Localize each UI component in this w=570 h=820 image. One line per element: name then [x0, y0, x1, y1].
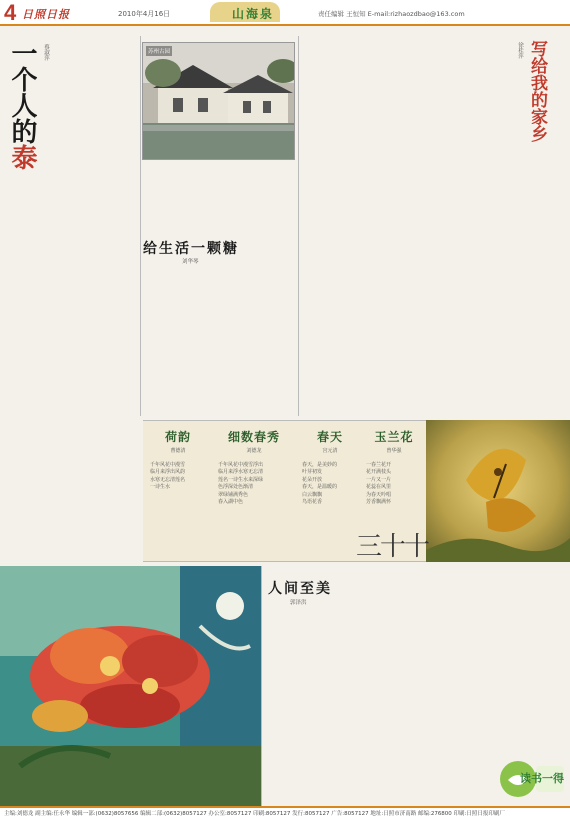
poem-line: 一春兰花开	[366, 462, 392, 468]
poem-line: 莲名一诗生水来深绿	[218, 476, 264, 483]
poem-4	[364, 428, 424, 454]
poem-line: 水寒无忘清莲名	[150, 476, 186, 483]
feature-author: 蔡淑萍	[43, 44, 49, 61]
poem-line: 春天，是温暖的	[302, 484, 338, 491]
poem-4-author: 曾华强	[386, 448, 402, 454]
right-feature-title: 写给我的家乡	[527, 40, 547, 142]
feature-body-column-0	[6, 200, 50, 412]
right-body-column-2	[414, 40, 514, 230]
feature-title	[6, 40, 40, 190]
poem-4-body	[366, 462, 426, 506]
flower-painting	[0, 566, 262, 806]
poem-line: 春天，是美妙的	[302, 462, 338, 468]
poem-2-author: 刘德龙	[246, 448, 262, 454]
feature-title-line2: 泰	[7, 144, 37, 170]
feature-title-line1: 一个人的	[7, 40, 37, 144]
poem-3	[300, 428, 360, 454]
poem-3-body	[302, 462, 362, 506]
poem-2-body	[218, 462, 294, 506]
bottom-article-title: 人间至美	[268, 581, 332, 597]
issue-date: 2010年4月16日	[118, 10, 171, 18]
garden-photo-image	[143, 43, 295, 160]
poem-line: 翠绿铺满秀色	[218, 491, 249, 498]
poem-line: 春入湖中色	[218, 499, 244, 506]
butterfly-photo	[426, 420, 570, 562]
right-body-column-3	[384, 236, 564, 416]
editor-info: 责任编辑 王恒知 E-mail:rizhaozdbao@163.com	[318, 10, 465, 18]
mid-article-body-3	[300, 236, 380, 416]
poem-line: 花蕊在风里	[366, 484, 392, 491]
poem-line: 白云飘飘	[302, 491, 323, 498]
footer-info: 主编:刘德龙 副主编:任永华 编辑一部:(0632)8057656 编辑二部:(0632)8057127 办公室:8057127 印刷:8057127 发行:8057127 广告:8057127 地址:日照市济南路 邮编:276800 印刷:日照日报印刷厂	[0, 806, 570, 820]
bottom-body-column-3	[464, 566, 564, 752]
poem-3-author: 宫元清	[322, 448, 338, 454]
mid-article-body-2	[216, 236, 296, 416]
poem-line: 色浮深处色渐清	[218, 484, 254, 491]
garden-photo	[142, 42, 295, 160]
poem-3-title: 春天	[316, 430, 343, 444]
poem-line: 临月来浮水寒无忘清	[218, 469, 264, 476]
bottom-body-column-2	[366, 566, 460, 804]
article-body-top	[142, 166, 295, 232]
right-feature-author: 徐桂萍	[517, 42, 523, 59]
bottom-body-column-1	[268, 612, 362, 804]
flower-painting-image	[0, 566, 262, 806]
poem-1-body	[150, 462, 210, 492]
poem-2	[216, 428, 292, 454]
poem-line: 为春天吟唱	[366, 491, 392, 498]
poem-line: 一片又一片	[366, 476, 392, 483]
feature-body-column-1	[52, 40, 138, 412]
poem-line: 千年风花中漫雪	[150, 462, 186, 468]
poem-line: 芳香飘满怀	[366, 499, 392, 506]
column-divider-2	[298, 36, 299, 416]
poem-line: 临月来浮出风韵	[150, 469, 186, 476]
poem-1-title: 荷韵	[164, 430, 191, 444]
poem-2-title: 细数春秀	[227, 430, 280, 444]
bottom-article-author: 郭泽洪	[290, 600, 307, 606]
poem-line: 千年风花中漫雪浮出	[218, 462, 264, 468]
page-number: 4	[4, 0, 17, 25]
poem-1	[148, 428, 208, 454]
mid-article-body-1	[142, 266, 212, 416]
poem-line: 叶芽初发	[302, 469, 323, 476]
butterfly-photo-image	[426, 420, 570, 562]
photo-caption: 苏州古园	[146, 46, 172, 56]
mid-article-title: 给生活一颗糖	[143, 241, 239, 257]
masthead	[0, 0, 570, 26]
calligraphy-signature: 三十十	[356, 532, 429, 562]
poem-4-title: 玉兰花	[374, 430, 414, 444]
right-body-column-1	[302, 40, 412, 230]
poem-line: 鸟语花香	[302, 499, 323, 506]
poem-line: 花朵开放	[302, 476, 323, 483]
poem-line: 一诗生水	[150, 484, 171, 491]
section-name: 山海泉	[232, 7, 275, 21]
mid-article-author: 刘华琴	[182, 259, 199, 265]
poem-line: 花开满枝头	[366, 469, 392, 476]
poem-1-author: 曹德清	[170, 448, 186, 454]
paper-name: 日照日报	[22, 8, 70, 21]
reading-column-title: 读书一得	[520, 772, 564, 785]
column-divider	[140, 36, 141, 416]
